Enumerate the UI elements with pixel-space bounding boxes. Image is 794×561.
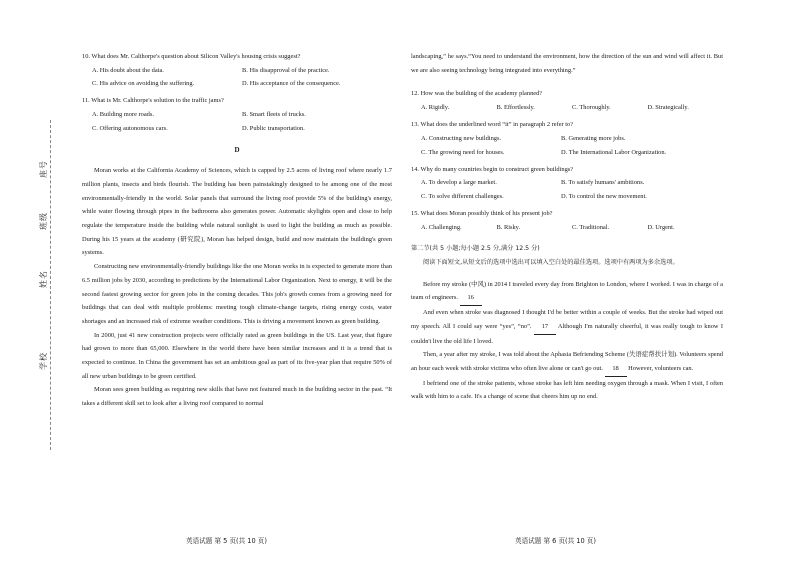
gutter-name-label: 姓名 <box>39 270 48 288</box>
question-11-options <box>82 108 392 135</box>
question-13-stem: 13. What does the underlined word “it” in paragraph 2 refer to? <box>411 121 574 129</box>
question-10 <box>82 50 392 91</box>
option-a: A. His doubt about the data. <box>92 66 164 74</box>
blank-17: 17 <box>534 320 556 335</box>
option-c: C. Traditional. <box>572 223 610 231</box>
option-b: B. To satisfy humans' ambitions. <box>561 179 645 187</box>
blank-18: 18 <box>605 362 627 377</box>
option-b: B. His disapproval of the practice. <box>242 66 330 74</box>
right-page <box>411 50 723 404</box>
option-c: C. Thoroughly. <box>572 104 611 112</box>
option-a: A. Challenging. <box>421 223 462 231</box>
section-2-instructions: 阅读下面短文,从短文后的选项中选出可以填入空白处的最佳选项。选项中有两项为多余选项。 <box>423 259 679 267</box>
gutter-school-label: 学校 <box>39 352 48 370</box>
left-page <box>82 50 392 411</box>
cloze-text: Although I'm naturally cheerful, it was really tough to know I couldn't live the old life I loved. <box>411 322 723 345</box>
option-c: C. The growing need for houses. <box>421 148 505 156</box>
question-13-options <box>411 132 723 159</box>
option-d: D. Public transportation. <box>242 124 305 132</box>
option-c: C. Offering autonomous cars. <box>92 124 168 132</box>
question-10-options <box>82 64 392 91</box>
passage-d-continuation: landscaping,” he says.“You need to understand the environment, how the direction of the sun and wind will affect it. But we are also seeing technology being integrated into everything.” <box>411 53 723 74</box>
passage-d-heading: D <box>234 145 240 154</box>
question-11-stem: 11. What is Mr. Calthorpe's solution to the traffic jams? <box>82 97 224 105</box>
option-d: D. Strategically. <box>647 104 689 112</box>
option-d: D. To control the new movement. <box>561 192 647 200</box>
gutter-seat-label: 座号 <box>39 160 48 178</box>
cloze-text: Then, a year after my stroke, I was told about the Aphasia Befriending Scheme (失语症帮扶计划). Volunteers spend an hour each week with stroke victims who often live alone or can't go out. <box>411 351 723 372</box>
blank-16: 16 <box>460 291 482 306</box>
option-a: A. Rigidly. <box>421 104 450 112</box>
option-c: C. His advice on avoiding the suffering. <box>92 80 195 88</box>
cloze-paragraph-1 <box>411 278 723 306</box>
question-15-stem: 15. What does Moran possibly think of his present job? <box>411 209 553 217</box>
cloze-paragraph-2 <box>411 306 723 348</box>
question-14-stem: 14. Why do many countries begin to construct green buildings? <box>411 165 574 173</box>
gutter-class-label: 班级 <box>39 212 48 230</box>
question-14 <box>411 163 723 204</box>
passage-d-paragraph-2: Constructing new environmentally-friendly buildings like the one Moran works in is expected to generate more than 6.5 million jobs by 2030, according to predictions by the International Labor Organization. Next to energy, it will be the second fastest growing sector for green jobs in the coming decades. This job's growth comes from a growing need for buildings that can deal with multiple problems: meeting tough climate-change targets, rising energy costs, water shortages and an increased risk of extreme weather conditions. This is driving a movement known as green building. <box>82 263 392 325</box>
cloze-text: And even when stroke was diagnosed I thought I'd be better within a couple of weeks. But the stroke had wiped out my speech. All I could say were “yes”, “no”. <box>411 309 723 330</box>
option-b: B. Smart fleets of trucks. <box>242 111 306 119</box>
question-12 <box>411 87 723 114</box>
option-d: D. His acceptance of the consequence. <box>242 80 341 88</box>
question-12-options <box>411 101 723 115</box>
option-d: D. Urgent. <box>647 223 675 231</box>
cloze-text: However, volunteers can. <box>628 364 694 372</box>
cloze-paragraph-3 <box>411 348 723 376</box>
option-a: A. To develop a large market. <box>421 179 497 187</box>
binding-gutter <box>0 0 64 561</box>
option-a: A. Constructing new buildings. <box>421 134 502 142</box>
question-15-options <box>411 221 723 235</box>
question-15 <box>411 207 723 234</box>
question-10-stem: 10. What does Mr. Calthorpe's question about Silicon Valley's housing crisis suggest? <box>82 53 301 60</box>
question-11 <box>82 94 392 135</box>
question-13 <box>411 118 723 159</box>
question-12-stem: 12. How was the building of the academy planned? <box>411 90 543 98</box>
option-b: B. Effortlessly. <box>496 104 535 112</box>
question-14-options <box>411 176 723 203</box>
passage-d-paragraph-1: Moran works at the California Academy of Sciences, which is capped by 2.5 acres of living roof where nearly 1.7 million plants, insects and birds flourish. The building has been painstakingly designed to be among one of the most environmentally-friendly in the world. Solar panels that surround the living roof provide 5% of the building's energy, while water flowing through pipes in the bathrooms also generates power. Automatic skylights open and close to help regulate the temperature inside the building while natural sunlight is used to light the building as much as possible. During his 15 years at the academy (研究院), Moran has helped design, build and now maintain the building's green systems. <box>82 167 392 257</box>
page-footer-6: 英语试题 第 6 页(共 10 页) <box>515 537 596 545</box>
cloze-paragraph-4: I befriend one of the stroke patients, whose stroke has left him needing oxygen through a mask. When I visit, I often walk with him to a cafe. It's a change of scene that cheers him up no end. <box>411 379 723 401</box>
binding-dashed-line <box>50 120 51 450</box>
section-2-title: 第二节(共 5 小题;每小题 2.5 分,满分 12.5 分) <box>411 245 540 253</box>
option-a: A. Building more roads. <box>92 111 154 119</box>
page-footer-5: 英语试题 第 5 页(共 10 页) <box>186 537 267 545</box>
passage-d-paragraph-4: Moran sees green building as requiring new skills that have not featured much in the building sector in the past. “It takes a different skill set to look after a living roof compared to normal <box>82 386 392 408</box>
cloze-text: Before my stroke (中风) in 2014 I traveled every day from Brighton to London, where I worked. I was in charge of a team of engineers. <box>411 280 723 302</box>
passage-d-paragraph-3: In 2000, just 41 new construction projects were officially rated as green buildings in the US. Last year, that figure had grown to more than 65,000. Elsewhere in the world there have been similar increases and it is a trend that is expected to continue. In China the government has set an ambitious goal as part of its five-year plan that require 50% of all new urban buildings to be green certified. <box>82 331 392 380</box>
option-d: D. The International Labor Organization. <box>561 148 667 156</box>
option-c: C. To solve different challenges. <box>421 192 504 200</box>
option-b: B. Generating more jobs. <box>561 134 626 142</box>
option-b: B. Risky. <box>496 223 521 231</box>
